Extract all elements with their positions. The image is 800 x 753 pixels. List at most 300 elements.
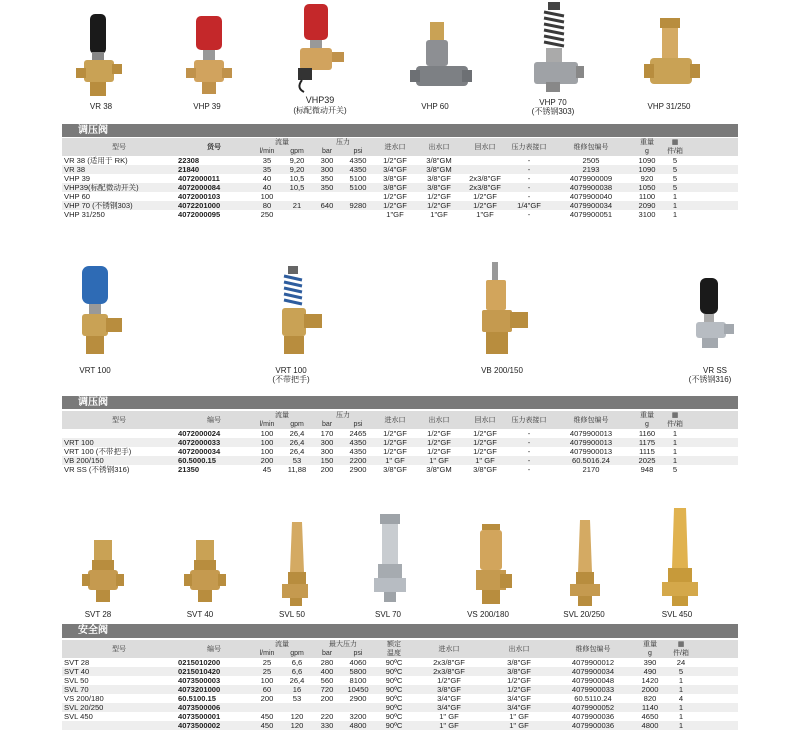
table-cell: 5 <box>672 465 678 474</box>
table-cell: 1/4"GF <box>508 201 550 210</box>
table-cell: 640 <box>312 201 342 210</box>
table-cell <box>462 156 508 165</box>
col2-model: 型号 <box>62 411 176 429</box>
table-cell: 4060 <box>349 658 367 667</box>
table-row <box>62 201 738 210</box>
col3-pressure: 最大压力 <box>312 640 374 649</box>
unit2-bar: bar <box>312 420 342 429</box>
table-cell <box>342 703 374 712</box>
table-row <box>62 712 738 721</box>
table-cell: 1" GF <box>439 712 459 721</box>
table-cell <box>342 210 374 219</box>
caption-svt28: SVT 28 <box>84 610 112 619</box>
table-cell <box>282 192 312 201</box>
table-row <box>62 165 738 174</box>
cell-model: VB 200/150 <box>62 456 176 465</box>
table-cell: 100 <box>252 438 282 447</box>
unit3-lmin: l/min <box>252 649 282 658</box>
table-cell: 2025 <box>632 456 662 465</box>
table-cell: 1/2"GF <box>473 192 497 201</box>
table-cell: 2x3/8"GF <box>469 174 501 183</box>
col-kit: 维修包编号 <box>550 138 632 156</box>
table-cell: 300 <box>320 447 334 456</box>
col2-return: 回水口 <box>462 411 508 429</box>
col2-kit: 维修包编号 <box>550 411 632 429</box>
table-cell: 200 <box>252 456 282 465</box>
table-cell: 5 <box>662 165 688 174</box>
table-row <box>62 429 738 438</box>
col3-outlet: 出水口 <box>484 640 554 658</box>
cell-code: 4072000024 <box>178 429 221 438</box>
table-cell: 90ºC <box>374 667 414 676</box>
section-header-pressure-regulators-2: 调压阀 <box>62 396 738 409</box>
cell-code: 4072000034 <box>178 447 221 456</box>
table-cell: 1/2"GF <box>473 447 497 456</box>
table-cell: 300 <box>312 438 342 447</box>
table-cell: 80 <box>252 201 282 210</box>
cell-model: VR 38 <box>62 165 176 174</box>
table-cell: 4079900036 <box>554 721 632 730</box>
table-cell: 40 <box>252 183 282 192</box>
table-cell: 1 <box>672 447 678 456</box>
cell-model: VR 38 (适用于 RK) <box>64 156 128 165</box>
unit-g: g <box>632 147 662 156</box>
table-cell: 3/8"GF <box>484 667 554 676</box>
table-cell: 1140 <box>632 703 668 712</box>
table-cell: 1/2"GF <box>484 685 554 694</box>
table-cell: 330 <box>312 721 342 730</box>
table-cell: 3/4"GF <box>507 694 531 703</box>
table-cell: 9,20 <box>282 165 312 174</box>
table-cell <box>252 703 282 712</box>
unit3-g: g <box>632 649 668 658</box>
table-cell: 1" GF <box>374 456 416 465</box>
caption-vhp31: VHP 31/250 <box>647 102 691 111</box>
table-cell: 35 <box>252 165 282 174</box>
col-return: 回水口 <box>462 138 508 156</box>
table-cell: 170 <box>320 429 334 438</box>
table-cell: 4350 <box>342 438 374 447</box>
section-header-safety-valves: 安全阀 <box>62 624 738 638</box>
cell-code: 4072000033 <box>176 438 252 447</box>
cell-model: VHP 60 <box>64 192 91 201</box>
table-row <box>62 465 738 474</box>
valve-image-vhp39-switch <box>292 2 348 94</box>
table-cell: 2x3/8"GF <box>433 658 465 667</box>
table-cell: 3/8"GM <box>426 465 452 474</box>
table-cell: 1420 <box>641 676 659 685</box>
valve-image-vhp39 <box>186 14 236 100</box>
table-cell: 60 <box>252 685 282 694</box>
table-row <box>62 667 738 676</box>
table-cell: 4079900048 <box>571 676 615 685</box>
table-cell: 3/4"GF <box>374 165 416 174</box>
table-cell: - <box>508 456 550 465</box>
table-cell: 1050 <box>632 183 662 192</box>
unit2-gpm: gpm <box>282 420 312 429</box>
cell-model: VS 200/180 <box>64 694 104 703</box>
table-cell: 60.5016.24 <box>550 456 632 465</box>
table-cell: 1/2"GF <box>437 676 461 685</box>
caption-vb200: VB 200/150 <box>481 366 523 375</box>
col3-flow: 流量 <box>252 640 312 649</box>
table-cell: 3/8"GF <box>374 183 416 192</box>
table-cell: 2900 <box>349 694 367 703</box>
table-cell: 120 <box>290 712 304 721</box>
table-cell: 1 <box>668 685 694 694</box>
table-cell: 1 <box>662 456 688 465</box>
cell-model: VHP 70 (不锈钢303) <box>62 201 176 210</box>
valve-image-svl450 <box>660 508 700 606</box>
col-pressure: 压力 <box>312 138 374 147</box>
table-cell: 3/8"GF <box>383 465 407 474</box>
table-cell <box>312 210 342 219</box>
caption-vhp70-sub: (不锈钢303) <box>531 107 575 116</box>
table-cell: 8100 <box>349 676 367 685</box>
cell-code: 60.5000.15 <box>176 456 252 465</box>
table-cell: - <box>527 156 531 165</box>
table-pressure-regulators-1 <box>62 138 738 219</box>
table-cell: - <box>527 192 531 201</box>
caption-vhp39: VHP 39 <box>193 102 221 111</box>
valve-image-vhp70 <box>530 2 586 98</box>
table-cell: 350 <box>320 174 334 183</box>
table-cell: 2090 <box>632 201 662 210</box>
cell-model: VR SS (不锈钢316) <box>64 465 130 474</box>
table-row <box>62 447 738 456</box>
cell-code: 60.5100.15 <box>178 694 217 703</box>
caption-vhp39-switch: VHP39 <box>305 95 335 105</box>
table-cell: 26,4 <box>289 676 305 685</box>
table-cell: 280 <box>320 658 334 667</box>
table-cell: 450 <box>260 712 274 721</box>
table-cell: 2505 <box>582 156 600 165</box>
table-cell: 2000 <box>632 685 668 694</box>
cell-code: 4073500003 <box>178 676 221 685</box>
table-cell: 3/4"GF <box>484 703 554 712</box>
cell-code: 4072000103 <box>178 192 221 201</box>
valve-image-svl50 <box>282 522 312 606</box>
cell-model: SVL 50 <box>64 676 89 685</box>
cell-model: SVT 40 <box>62 667 176 676</box>
col-model: 型号 <box>62 138 176 156</box>
unit-lmin: l/min <box>252 147 282 156</box>
col-weight: 重量 <box>632 138 662 147</box>
table-row <box>62 685 738 694</box>
table-cell: 35 <box>262 156 272 165</box>
unit-pcs: 件/箱 <box>662 147 688 156</box>
table-cell: 1"GF <box>386 210 404 219</box>
cell-model: SVL 450 <box>64 712 93 721</box>
valve-image-svt40 <box>184 540 228 604</box>
table-cell: 1 <box>678 712 684 721</box>
table-cell: 90ºC <box>385 694 403 703</box>
cell-code: 4073500006 <box>176 703 252 712</box>
table-cell: 4800 <box>342 721 374 730</box>
table-cell: 100 <box>260 447 274 456</box>
table-cell: 1"GF <box>430 210 448 219</box>
unit-psi: psi <box>342 147 374 156</box>
col2-code: 编号 <box>176 411 252 429</box>
table-cell: 1 <box>672 429 678 438</box>
box-icon: ▦ <box>662 138 688 147</box>
cell-model <box>62 429 176 438</box>
table-cell: 1/2"GF <box>427 192 451 201</box>
table-cell: 3/8"GF <box>383 174 407 183</box>
table-cell: 1"GF <box>476 210 494 219</box>
table-row <box>62 183 738 192</box>
table-row <box>62 156 738 165</box>
table-cell: 1 <box>662 201 688 210</box>
table-cell: 400 <box>312 667 342 676</box>
unit2-lmin: l/min <box>252 420 282 429</box>
table-cell: 920 <box>640 174 654 183</box>
table-cell: 4079900034 <box>550 201 632 210</box>
table-cell: 1/2"GF <box>374 201 416 210</box>
col3-code: 编号 <box>176 640 252 658</box>
table-safety-valves <box>62 640 738 730</box>
table-cell: 16 <box>282 685 312 694</box>
valve-image-svl20 <box>568 520 602 606</box>
table-cell: 3/8"GF <box>427 174 451 183</box>
table-cell: 90ºC <box>385 658 403 667</box>
unit3-pcs: 件/箱 <box>668 649 694 658</box>
table-cell: 120 <box>282 721 312 730</box>
col-code: 货号 <box>176 138 252 156</box>
table-row <box>62 676 738 685</box>
table-cell: 3/8"GF <box>414 685 484 694</box>
caption-vrt100: VRT 100 <box>79 366 111 375</box>
table-cell: 5100 <box>349 174 367 183</box>
table-cell: 26,4 <box>289 447 305 456</box>
table-cell: 4079900013 <box>550 438 632 447</box>
table-row <box>62 456 738 465</box>
table-cell: 720 <box>312 685 342 694</box>
table-cell: - <box>527 210 531 219</box>
table-cell: 350 <box>312 183 342 192</box>
table-row <box>62 703 738 712</box>
table-cell: 4079900012 <box>571 658 615 667</box>
table-cell: 45 <box>262 465 272 474</box>
table-cell: 4350 <box>349 447 367 456</box>
table-cell: 1/2"GF <box>473 429 497 438</box>
col2-inlet: 进水口 <box>374 411 416 429</box>
table-cell: 820 <box>643 694 657 703</box>
table-cell: 1/2"GF <box>507 676 531 685</box>
valve-image-vhp31 <box>644 18 700 98</box>
table-cell: 3/8"GF <box>416 183 462 192</box>
table-cell: 25 <box>262 658 272 667</box>
box-icon: ▦ <box>662 411 688 420</box>
table-cell <box>342 192 374 201</box>
box-icon: ▦ <box>668 640 694 649</box>
table-cell: 5 <box>672 174 678 183</box>
cell-code: 4073201000 <box>176 685 252 694</box>
col2-weight: 重量 <box>632 411 662 420</box>
cell-model: SVT 28 <box>64 658 90 667</box>
caption-vrt100-nohandle: VRT 100 <box>275 366 307 375</box>
valve-image-svl70 <box>370 514 410 602</box>
table-cell: 4079900051 <box>569 210 613 219</box>
table-cell: 60.5110.24 <box>574 694 612 703</box>
table-cell: 3200 <box>349 712 367 721</box>
table-cell: 2170 <box>582 465 600 474</box>
caption-svl70: SVL 70 <box>375 610 401 619</box>
table-cell: 1/2"GF <box>416 201 462 210</box>
table-cell: 4079900038 <box>550 183 632 192</box>
table-cell: 3/8"GF <box>473 465 497 474</box>
table-cell: 100 <box>260 192 274 201</box>
table-cell: 26,4 <box>282 438 312 447</box>
unit-bar: bar <box>312 147 342 156</box>
table-cell: 3/8"GM <box>426 156 452 165</box>
table-cell: 10450 <box>342 685 374 694</box>
table-cell <box>282 210 312 219</box>
table-cell: 948 <box>640 465 654 474</box>
table-pressure-regulators-2 <box>62 411 738 474</box>
table-cell: 1/2"GF <box>383 429 407 438</box>
col2-gauge: 压力表接口 <box>508 411 550 429</box>
section-header-pressure-regulators-1: 调压阀 <box>62 124 738 137</box>
table-cell: 90ºC <box>374 703 414 712</box>
table-cell: 2x3/8"GF <box>462 183 508 192</box>
table-row <box>62 210 738 219</box>
caption-vrt100-nohandle-sub: (不带把手) <box>272 375 310 384</box>
table-row <box>62 438 738 447</box>
table-cell: 1/2"GF <box>462 201 508 210</box>
table-cell: 1" GF <box>414 721 484 730</box>
table-cell: 4350 <box>349 156 367 165</box>
col2-flow: 流量 <box>252 411 312 420</box>
table-cell: 5 <box>668 667 694 676</box>
unit3-gpm: gpm <box>282 649 312 658</box>
table-cell: 5100 <box>342 183 374 192</box>
caption-vr38: VR 38 <box>89 102 113 111</box>
cell-model: SVL 70 <box>62 685 176 694</box>
table-cell <box>282 703 312 712</box>
table-cell: 4079900036 <box>571 712 615 721</box>
table-cell: 1 <box>662 438 688 447</box>
unit-gpm: gpm <box>282 147 312 156</box>
cell-code: 4072201000 <box>176 201 252 210</box>
table-cell: 4079900033 <box>554 685 632 694</box>
table-cell: - <box>527 429 531 438</box>
table-cell: 150 <box>312 456 342 465</box>
table-cell: 4350 <box>342 165 374 174</box>
table-cell <box>312 192 342 201</box>
table-cell: 1" GF <box>484 721 554 730</box>
caption-svl50: SVL 50 <box>279 610 305 619</box>
table-cell: 1/2"GF <box>427 429 451 438</box>
table-cell: 300 <box>312 165 342 174</box>
table-cell: 11,88 <box>287 465 307 474</box>
table-cell: 300 <box>320 156 334 165</box>
valve-image-vb200 <box>478 262 534 360</box>
col2-pressure: 压力 <box>312 411 374 420</box>
table-cell: 4 <box>678 694 684 703</box>
caption-vs200: VS 200/180 <box>467 610 509 619</box>
caption-vhp39-switch-sub: (标配微动开关) <box>293 106 347 115</box>
cell-model: VHP39(标配微动开关) <box>62 183 176 192</box>
caption-vrss-sub: (不锈钢316) <box>688 375 732 384</box>
col3-temp2: 温度 <box>374 649 414 658</box>
table-cell: 1" GF <box>509 712 529 721</box>
unit2-pcs: 件/箱 <box>662 420 688 429</box>
table-cell: 1160 <box>638 429 656 438</box>
table-cell: 250 <box>260 210 274 219</box>
valve-image-vr38 <box>74 12 124 102</box>
table-cell: 26,4 <box>289 429 305 438</box>
unit3-psi: psi <box>342 649 374 658</box>
table-cell: 2200 <box>342 456 374 465</box>
table-cell: 100 <box>260 676 274 685</box>
table-cell: 6,6 <box>291 658 303 667</box>
col3-kit: 维修包编号 <box>554 640 632 658</box>
caption-vhp60: VHP 60 <box>421 102 449 111</box>
valve-image-vrt100 <box>76 266 136 358</box>
unit2-g: g <box>632 420 662 429</box>
cell-model: VHP 31/250 <box>64 210 105 219</box>
table-cell: 90ºC <box>374 685 414 694</box>
caption-svt40: SVT 40 <box>186 610 214 619</box>
table-cell: 90ºC <box>385 712 403 721</box>
cell-code: 4072000095 <box>178 210 221 219</box>
caption-vrss: VR SS <box>702 366 727 375</box>
table-cell: 4800 <box>632 721 668 730</box>
cell-model: VRT 100 <box>62 438 176 447</box>
cell-model: VRT 100 (不带把手) <box>64 447 132 456</box>
table-cell: 2x3/8"GF <box>414 667 484 676</box>
unit2-psi: psi <box>342 420 374 429</box>
table-cell: 3/8"GF <box>507 658 531 667</box>
table-cell: 200 <box>320 465 334 474</box>
cell-code: 4073500002 <box>176 721 252 730</box>
col3-weight: 重量 <box>632 640 668 649</box>
table-cell: 1/2"GF <box>374 438 416 447</box>
table-cell: 1" GF <box>416 456 462 465</box>
table-cell: 220 <box>320 712 334 721</box>
unit3-bar: bar <box>312 649 342 658</box>
table-cell: 3100 <box>638 210 656 219</box>
table-cell: 1 <box>672 210 678 219</box>
table-row <box>62 721 738 730</box>
valve-image-vrss <box>694 278 738 350</box>
table-cell: 4079900013 <box>569 447 613 456</box>
cell-code: 0215010420 <box>176 667 252 676</box>
table-cell <box>462 165 508 174</box>
valve-image-vhp60 <box>410 22 474 98</box>
cell-code: 21350 <box>178 465 200 474</box>
table-cell: 1 <box>668 721 694 730</box>
table-cell: 5 <box>672 156 678 165</box>
table-cell: 100 <box>260 429 274 438</box>
table-cell: 1 <box>678 676 684 685</box>
table-cell: 40 <box>262 174 272 183</box>
table-row <box>62 694 738 703</box>
table-cell: 10,5 <box>289 174 305 183</box>
table-cell: 2900 <box>349 465 367 474</box>
col-flow: 流量 <box>252 138 312 147</box>
table-cell <box>312 703 342 712</box>
valve-image-svt28 <box>82 540 126 604</box>
table-cell: 1 <box>668 703 694 712</box>
cell-code: 22308 <box>178 156 200 165</box>
table-cell: 490 <box>632 667 668 676</box>
col-inlet: 进水口 <box>374 138 416 156</box>
table-cell: 200 <box>320 694 334 703</box>
table-cell: 450 <box>252 721 282 730</box>
table-cell: - <box>527 447 531 456</box>
